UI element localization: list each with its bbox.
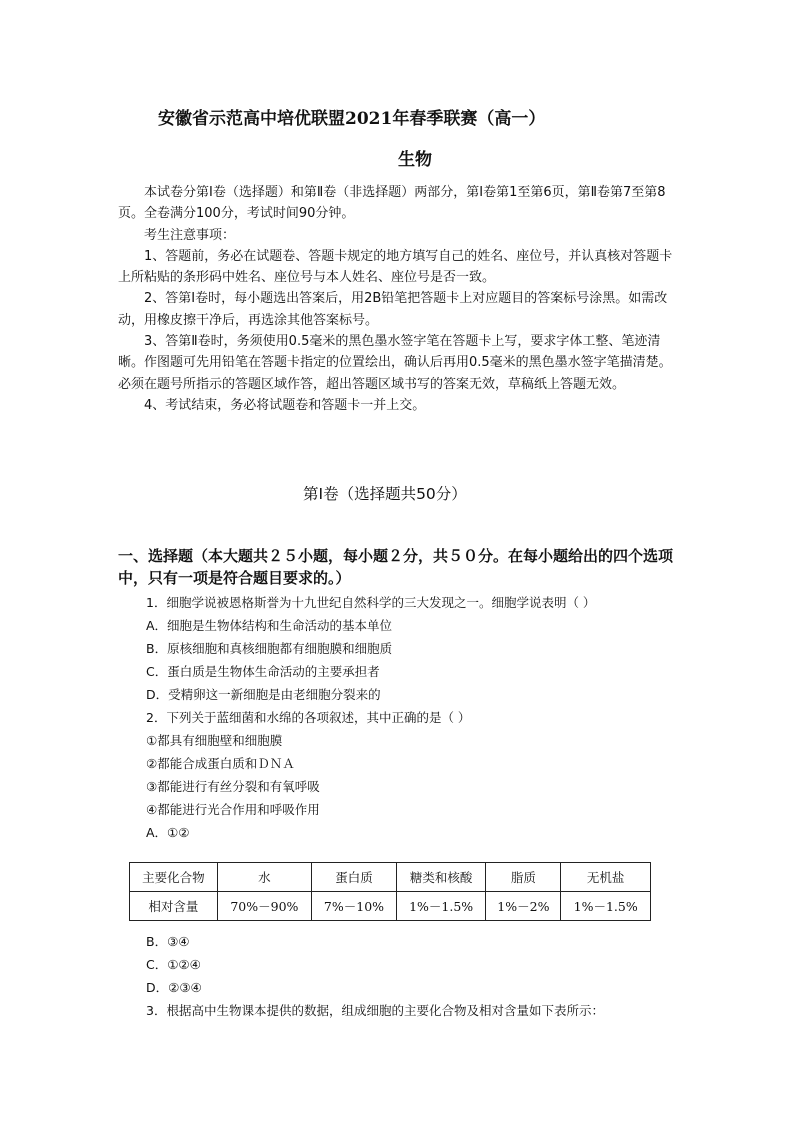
instruction-paragraph: 3、答第Ⅱ卷时，务须使用0.5毫米的黑色墨水签字笔在答题卡上写，要求字体工整、笔迹清晰。作图题可先用铅笔在答题卡指定的位置绘出，确认后再用0.5毫米的黑色墨水签字笔描清楚。必须在题号所指示的答题区域作答，超出答题区域书写的答案无效，草稿纸上答题无效。 <box>118 334 672 392</box>
table-header-cell: 无机盐 <box>561 863 651 892</box>
question-2-stem: 2．下列关于蓝细菌和水绵的各项叙述，其中正确的是（ ） <box>146 710 471 725</box>
subject-title: 生物 <box>398 150 432 170</box>
part-header: 一、选择题（本大题共２５小题，每小题２分，共５０分。在每小题给出的四个选项中，只有一项是符合题目要求的。） <box>118 547 674 587</box>
section-title: 第Ⅰ卷（选择题共50分） <box>303 485 467 503</box>
question-1-stem: 1．细胞学说被恩格斯誉为十九世纪自然科学的三大发现之一。细胞学说表明（ ） <box>146 595 596 610</box>
compound-table <box>129 862 651 921</box>
question-2-option-b: B．③④ <box>146 934 190 949</box>
instruction-paragraph: 2、答第Ⅰ卷时，每小题选出答案后，用2B铅笔把答题卡上对应题目的答案标号涂黑。如需改动，用橡皮擦干净后，再选涂其他答案标号。 <box>118 291 668 328</box>
table-row <box>130 892 651 921</box>
instruction-paragraph: 本试卷分第Ⅰ卷（选择题）和第Ⅱ卷（非选择题）两部分，第Ⅰ卷第1至第6页，第Ⅱ卷第7至第8页。全卷满分100分，考试时间90分钟。 <box>118 185 666 222</box>
instruction-paragraph: 考生注意事项： <box>144 227 236 243</box>
table-cell: 70%－90% <box>217 892 311 921</box>
table-header-row <box>130 863 651 892</box>
instruction-paragraph: 4、考试结束，务必将试题卷和答题卡一并上交。 <box>144 397 426 413</box>
table-cell: 7%－10% <box>312 892 397 921</box>
question-2-option-c: C．①②④ <box>146 957 201 972</box>
table-cell: 1%－1.5% <box>561 892 651 921</box>
table-cell: 1%－1.5% <box>396 892 486 921</box>
exam-instructions <box>118 182 674 416</box>
table-header-cell: 糖类和核酸 <box>396 863 486 892</box>
question-2-statement: ①都具有细胞壁和细胞膜 <box>146 733 283 748</box>
question-2-statement: ②都能合成蛋白质和ＤＮＡ <box>146 756 295 771</box>
question-1-option-a: A．细胞是生物体结构和生命活动的基本单位 <box>146 618 393 633</box>
question-2-statement: ③都能进行有丝分裂和有氧呼吸 <box>146 779 320 794</box>
question-1-option-c: C．蛋白质是生物体生命活动的主要承担者 <box>146 664 380 679</box>
question-1-option-d: D．受精卵这一新细胞是由老细胞分裂来的 <box>146 687 381 702</box>
question-2-option-d: D．②③④ <box>146 980 202 995</box>
exam-title: 安徽省示范高中培优联盟2021年春季联赛（高一） <box>158 109 546 129</box>
table-cell: 1%－2% <box>486 892 561 921</box>
question-2-option-a: A．①② <box>146 825 190 840</box>
table-header-cell: 脂质 <box>486 863 561 892</box>
table-header-cell: 主要化合物 <box>130 863 218 892</box>
table-header-cell: 蛋白质 <box>312 863 397 892</box>
table-header-cell: 水 <box>217 863 311 892</box>
question-3-stem: 3．根据高中生物课本提供的数据，组成细胞的主要化合物及相对含量如下表所示： <box>146 1003 604 1018</box>
question-2-statement: ④都能进行光合作用和呼吸作用 <box>146 802 320 817</box>
table-cell: 相对含量 <box>130 892 218 921</box>
instruction-paragraph: 1、答题前，务必在试题卷、答题卡规定的地方填写自己的姓名、座位号，并认真核对答题卡上所粘贴的条形码中姓名、座位号与本人姓名、座位号是否一致。 <box>118 248 673 286</box>
question-1-option-b: B．原核细胞和真核细胞都有细胞膜和细胞质 <box>146 641 393 656</box>
